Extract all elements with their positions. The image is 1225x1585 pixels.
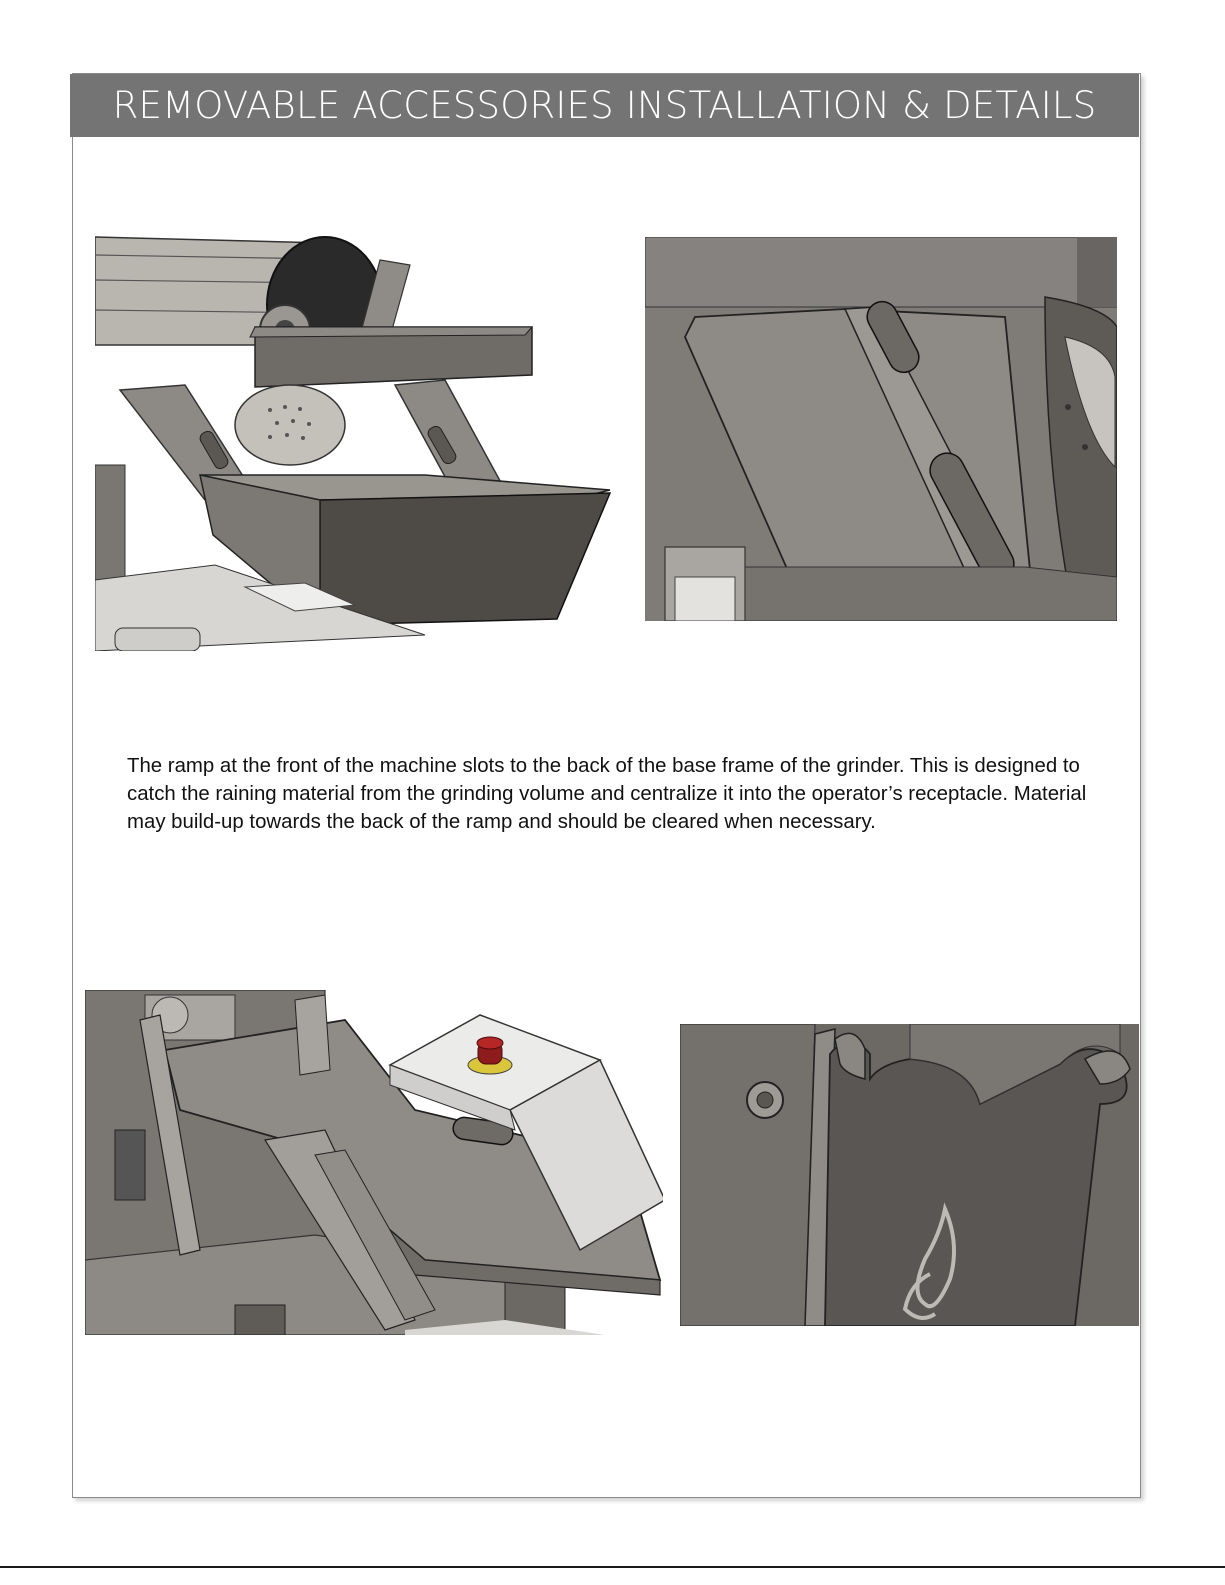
ramp-slot-closeup-figure <box>645 237 1117 621</box>
hook-bracket-closeup-drawing <box>680 1024 1139 1326</box>
description-paragraph: The ramp at the front of the machine slots to the back of the base frame of the grinder. This is designed to catch the raining material from the grinding volume and centralize it into the operator’s receptacle. Material may build-up towards the back of the ramp and should be cleared when necessary. <box>127 755 1087 833</box>
bottom-rule <box>0 1566 1225 1568</box>
chute-with-control-box-figure <box>85 990 663 1335</box>
hook-bracket-closeup-figure <box>680 1024 1139 1326</box>
ramp-front-view-figure <box>95 235 617 651</box>
ramp-slot-closeup-drawing <box>645 237 1117 621</box>
chute-with-control-box-drawing <box>85 990 663 1335</box>
page-title: REMOVABLE ACCESSORIES INSTALLATION & DETAILS <box>70 74 1139 137</box>
ramp-front-view-drawing <box>95 235 617 651</box>
